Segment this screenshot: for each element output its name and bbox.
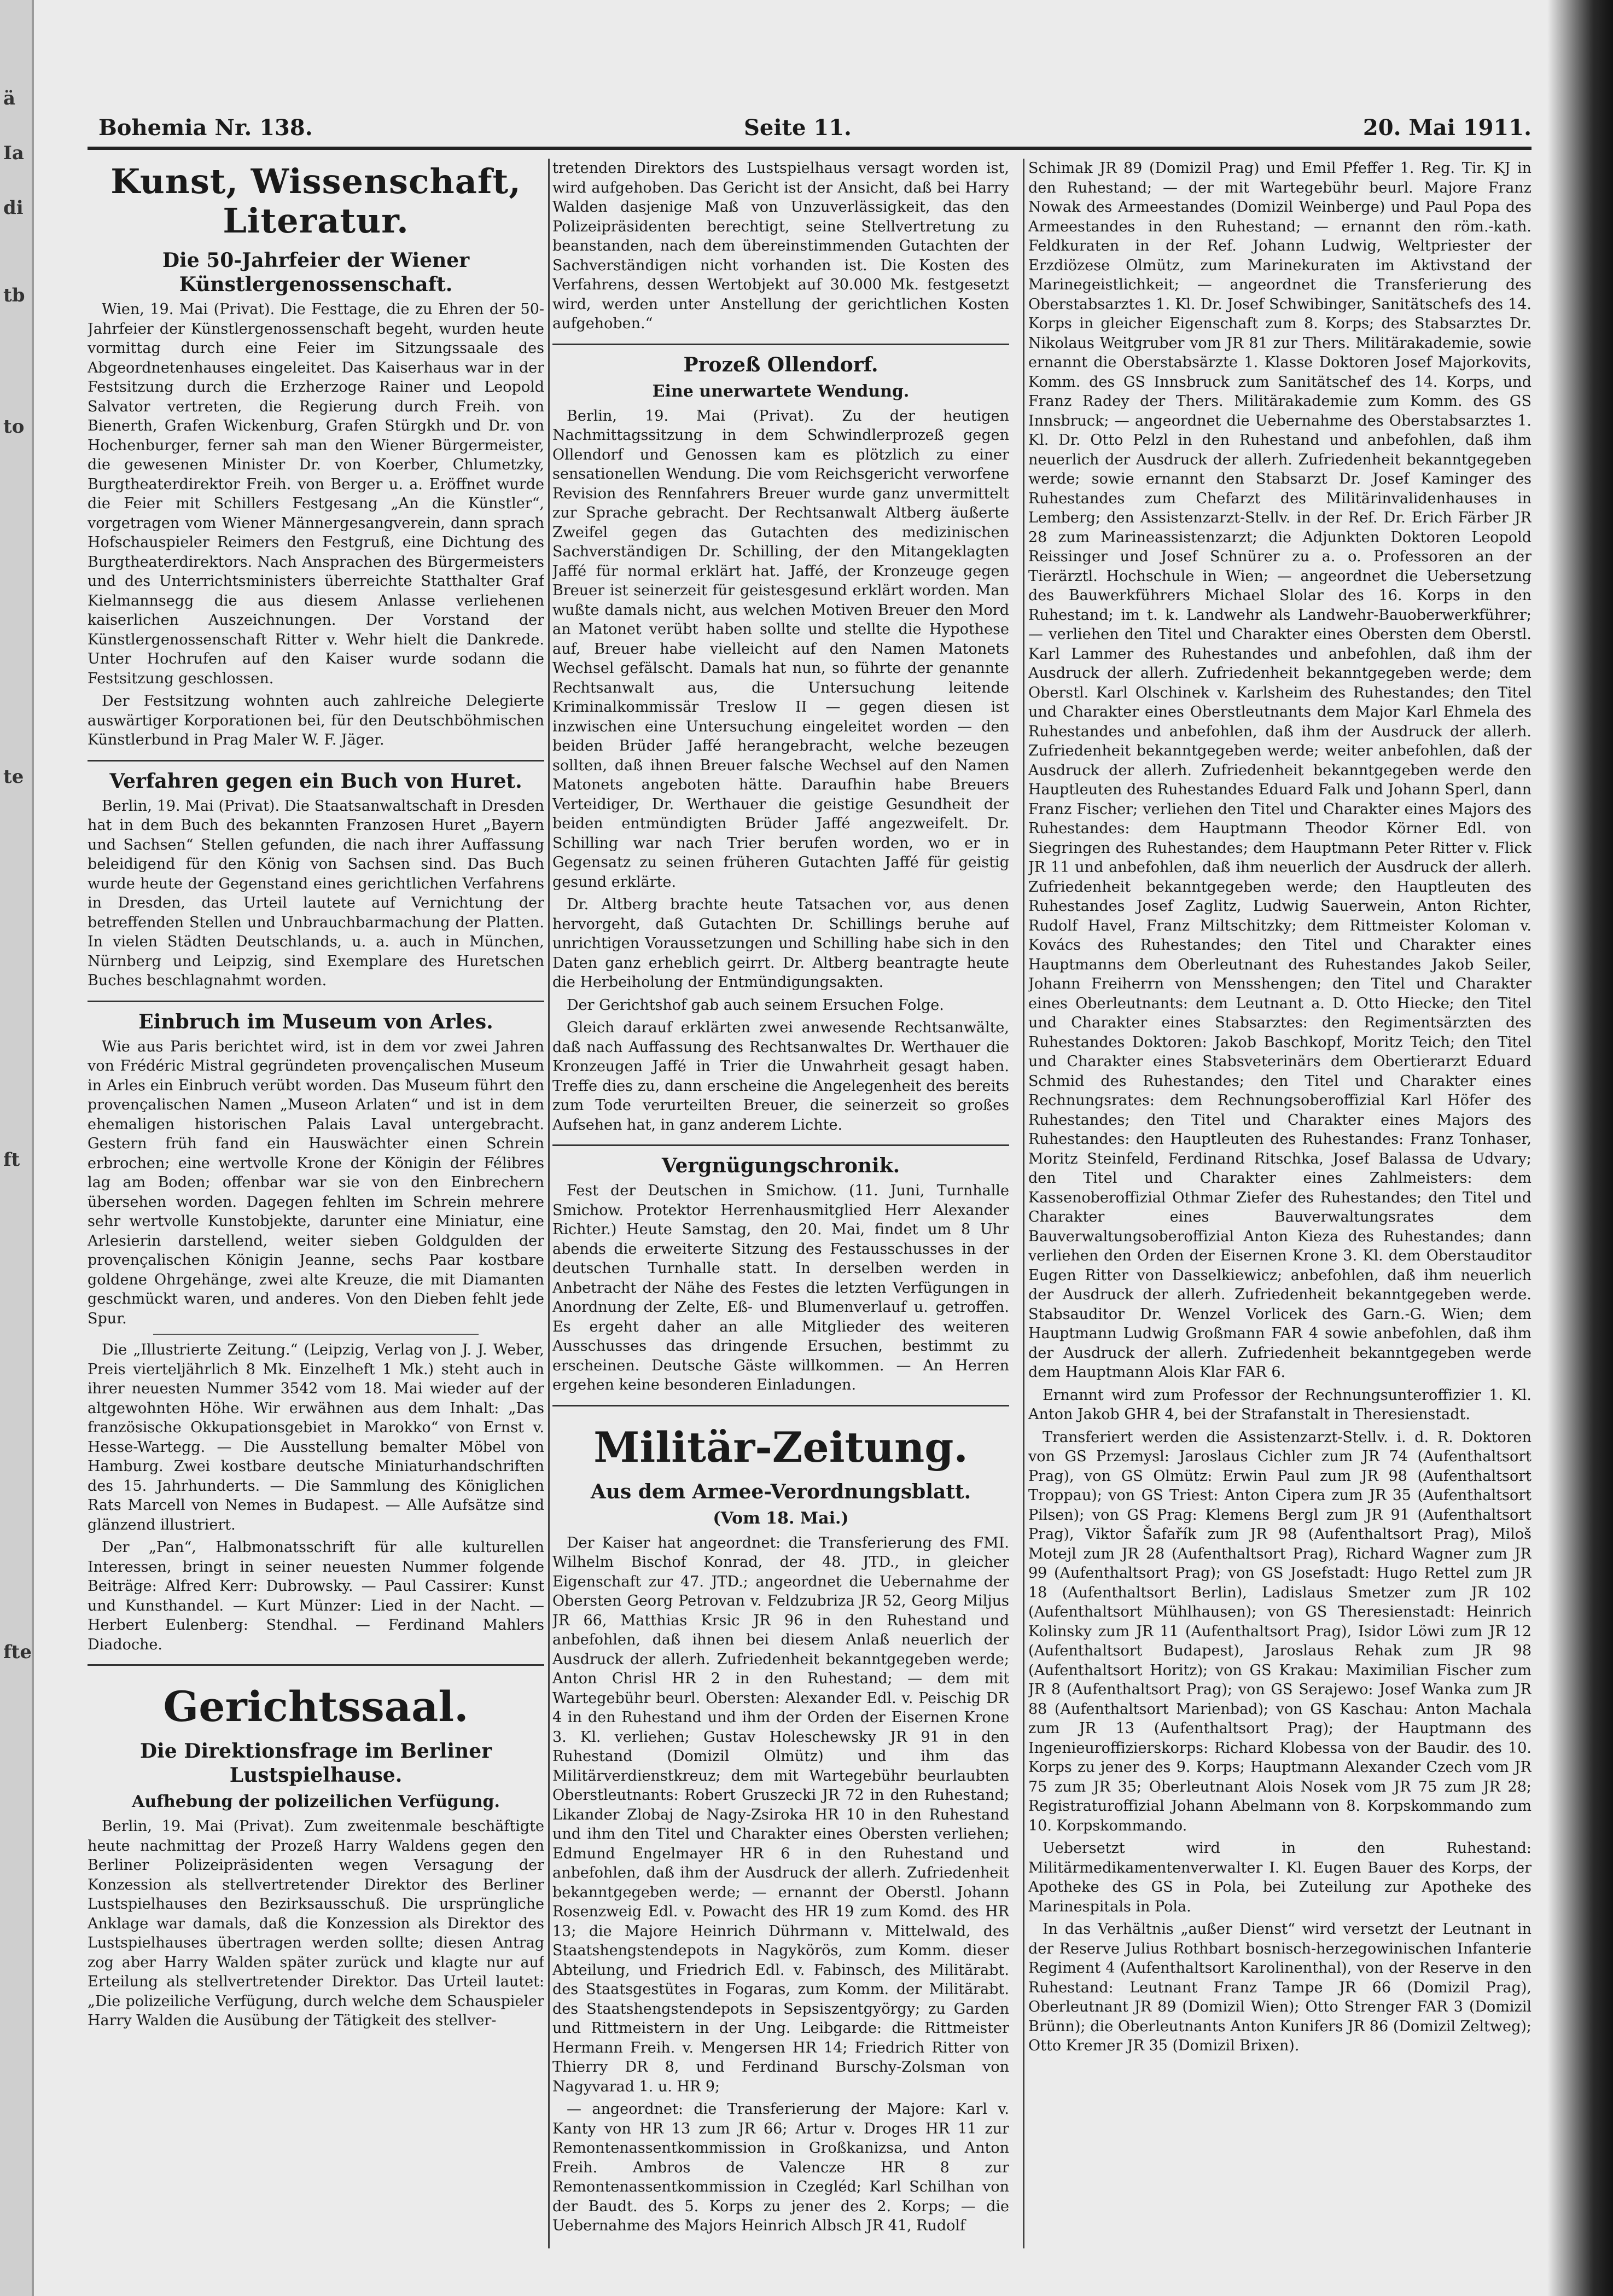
- article-subtitle: Eine unerwartete Wendung.: [652, 381, 910, 401]
- column-2: [552, 159, 1009, 2254]
- column-rule: [548, 159, 550, 2248]
- article-paragraph: Dr. Altberg brachte heute Tatsachen vor, aus denen hervorgeht, daß Gutachten Dr. Schillings beruhe auf unrichtigen Voraussetzungen und Schilling habe sich in den Daten ganz erheblich geirrt. Dr. Altberg beantragte heute die Herbeiholung der Entmündigungsakten.: [552, 896, 1009, 991]
- header-rule: [88, 147, 1532, 150]
- divider: [552, 1405, 1009, 1406]
- article-paragraph: Gleich darauf erklärten zwei anwesende Rechtsanwälte, daß nach Auffassung des Rechtsanwaltes Dr. Werthauer die Kronzeugen Jaffé in Trier die Unwahrheit gesagt haben. Treffe dies zu, dann erscheine die Angelegenheit des bereits zum Tode verurteilten Breuer, die seinerzeit so großes Aufsehen hat, in ganz anderem Lichte.: [552, 1019, 1009, 1134]
- page-number: Seite 11.: [744, 115, 852, 141]
- divider: [153, 1334, 479, 1335]
- article-title: Vergnügungschronik.: [661, 1154, 900, 1177]
- article-title: Die 50-Jahrfeier der Wiener Künstlergenossenschaft.: [162, 249, 470, 296]
- article-paragraph: Fest der Deutschen in Smichow. (11. Juni, Turnhalle Smichow. Protektor Herrenhausmitglied Herr Alexander Richter.) Heute Samstag, den 20. Mai, findet um 8 Uhr abends die erweiterte Sitzung des Festausschusses in der deutschen Turnhalle statt. In derselben werden in Anbetracht der Nähe des Festes die letzten Verfügungen in Anordnung der Zelte, Eß- und Blumenverlauf u. getroffen. Es ergeht daher an alle Mitglieder des weiteren Ausschusses das dringende Ersuchen, bestimmt zu erscheinen. Deutsche Gäste willkommen. — An Herren ergehen keine besonderen Einladungen.: [552, 1182, 1009, 1393]
- divider: [88, 760, 544, 762]
- article-paragraph: — angeordnet: die Transferierung der Majore: Karl v. Kanty von HR 13 zum JR 66; Artur v. Droges HR 11 zur Remontenassentkommission in Großkanizsa, und Anton Freih. Ambros de Valencze HR 8 zur Remontenassentkommission in Czegléd; Karl Schilhan von der Baudt. des 5. Korps zu jener des 2. Korps; — die Uebernahme des Majors Heinrich Albsch JR 41, Rudolf: [552, 2101, 1009, 2234]
- article-date: (Vom 18. Mai.): [713, 1508, 849, 1528]
- article-paragraph: Transferiert werden die Assistenzarzt-Stellv. i. d. R. Doktoren von GS Przemysl: Jaroslaus Cichler zum JR 74 (Aufenthaltsort Prag), von GS Olmütz: Erwin Paul zum JR 98 (Aufenthaltsort Troppau); von GS Triest: Anton Cipera zum JR 35 (Aufenthaltsort Pilsen); von GS Prag: Klemens Bergl zum JR 91 (Aufenthaltsort Prag), Viktor Šafařík zum JR 98 (Aufenthaltsort Prag), Miloš Motejl zum JR 28 (Aufenthaltsort Prag), Richard Wagner zum JR 99 (Aufenthaltsort Prag); von GS Josefstadt: Hugo Rettel zum JR 18 (Aufenthaltsort Berlin), Ladislaus Smetzer zum JR 102 (Aufenthaltsort Mühlhausen); von GS Theresienstadt: Heinrich Kolinsky zum JR 11 (Aufenthaltsort Prag), Isidor Löwi zum JR 12 (Aufenthaltsort Budapest), Jaroslaus Rehak zum JR 98 (Aufenthaltsort Horitz); von GS Krakau: Maximilian Fischer zum JR 8 (Aufenthaltsort Prag); von GS Serajewo: Josef Wanka zum JR 88 (Aufenthaltsort Marienbad); von GS Kaschau: Anton Machala zum JR 13 (Aufenthaltsort Prag); der Hauptmann des Ingenieuroffizierskorps: Richard Klobessa von der Baudir. des 10. Korps zu jener des 9. Korps; Hauptmann Alexander Czech vom JR 75 zum JR 35; Oberleutnant Alois Nosek vom JR 75 zum JR 28; Registraturoffizial Johann Abelmann von 8. Korpskommando zum 10. Korpskommando.: [1028, 1428, 1532, 1834]
- article-paragraph: Berlin, 19. Mai (Privat). Zu der heutigen Nachmittagssitzung in dem Schwindlerprozeß gegen Ollendorf und Genossen kam es plötzlich zu einer sensationellen Wendung. Die vom Reichsgericht verworfene Revision des Rennfahrers Breuer wurde ganz unvermittelt zur Sprache gebracht. Der Rechtsanwalt Altberg äußerte Zweifel gegen das Gutachten des medizinischen Sachverständigen Dr. Schilling, der den Mitangeklagten Jaffé für normal erklärt hat. Jaffé, der Kronzeuge gegen Breuer ist seinerzeit für geistesgesund erklärt worden. Man wußte damals nicht, aus welchen Motiven Breuer den Mord an Matonet verübt haben sollte und stellte die Hypothese auf, Breuer habe vielleicht auf den Namen Matonets Wechsel gefälscht. Damals hat nun, so führte der genannte Rechtsanwalt aus, die Untersuchung leitende Kriminalkommissär Treslow II — gegen diesen ist inzwischen eine Untersuchung eingeleitet worden — den beiden Brüder Jaffé herangebracht, welche bezeugen sollten, daß ihnen Breuer falsche Wechsel auf den Namen Matonets angeboten hätte. Daraufhin habe Breuers Verteidiger, Dr. Werthauer die geistige Gesundheit der beiden entmündigten Brüder Jaffé angezweifelt. Dr. Schilling war nach Trier berufen worden, wo er in Gegensatz zu seinen früheren Gutachten Jaffé für geistig gesund erklärte.: [552, 407, 1009, 891]
- divider: [88, 1664, 544, 1666]
- article-paragraph: Die „Illustrierte Zeitung.“ (Leipzig, Verlag von J. J. Weber, Preis vierteljährlich 8 Mk. Einzelheft 1 Mk.) steht auch in ihrer neuesten Nummer 3542 vom 18. Mai wieder auf der altgewohnten Höhe. Wir erwähnen aus dem Inhalt: „Das französische Okkupationsgebiet in Marokko“ von Ernst v. Hesse-Wartegg. — Die Ausstellung bemalter Möbel von Hamburg. Zwei kostbare deutsche Miniaturhandschriften des 15. Jahrhunderts. — Die Sammlung des Königlichen Rats Marcell von Nemes in Budapest. — Alle Aufsätze sind glänzend illustriert.: [88, 1341, 544, 1533]
- article-title: Prozeß Ollendorf.: [683, 353, 878, 376]
- strip-text: Ia: [3, 142, 24, 164]
- section-title-culture: Kunst, Wissenschaft, Literatur.: [110, 161, 521, 241]
- divider: [552, 1144, 1009, 1146]
- article-paragraph: Schimak JR 89 (Domizil Prag) und Emil Pfeffer 1. Reg. Tir. KJ in den Ruhestand; — der mit Wartegebühr beurl. Majore Franz Nowak des Armeestandes (Domizil Weinberge) und Paul Popa des Armeestandes in den Ruhestand; — ernannt den röm.-kath. Feldkuraten in der Ref. Johann Ludwig, Weltpriester der Erzdiözese Olmütz, zum Marinekuraten im Aktivstand der Marinegeistlichkeit; — angeordnet die Transferierung des Oberstabsarztes 1. Kl. Dr. Josef Schwibinger, Sanitätschefs des 14. Korps in gleicher Eigenschaft zum 8. Korps; des Stabsarztes Dr. Nikolaus Weitgruber vom JR 81 zur Thers. Militärakademie, sowie ernannt die Oberstabsärzte 1. Klasse Doktoren Josef Majorkovits, Komm. des GS Innsbruck zum Sanitätschef des 14. Korps, und Franz Radey der Thers. Militärakademie zum Komm. des GS Innsbruck; — angeordnet die Uebernahme des Oberstabsarztes 1. Kl. Dr. Otto Pelzl in den Ruhestand und anbefohlen, daß ihm neuerlich der Ausdruck der allerh. Zufriedenheit bekanntgegeben werde; sowie ernannt den Stabsarzt Dr. Josef Kaminger des Ruhestandes zum Chefarzt des Militärinvalidenhauses in Lemberg; den Assistenzarzt-Stellv. in der Ref. Dr. Erich Färber JR 28 zum Marineassistenzarzt; die Adjunkten Doktoren Leopold Reissinger und Josef Schnürer zu a. o. Professoren an der Tierärztl. Hochschule in Wien; — angeordnet die Uebersetzung des Bauwerkführers Michael Slolar des 16. Korps in den Ruhestand; im t. k. Landwehr als Landwehr-Bauoberwerkführer; — verliehen den Titel und Charakter eines Obersten dem Oberstl. Karl Lammer des Ruhestandes und anbefohlen, daß ihm der Ausdruck der allerh. Zufriedenheit bekanntgegeben werde; dem Oberstl. Karl Olschinek v. Karlsheim des Ruhestandes; den Titel und Charakter eines Oberstleutnants dem Major Karl Ehmela des Ruhestandes und anbefohlen, daß ihm der Ausdruck der allerh. Zufriedenheit bekanntgegeben werde; weiter anbefohlen, daß der Ausdruck der allerh. Zufriedenheit bekanntgegeben werde den Hauptleuten des Ruhestandes Eduard Falk und Johann Sperl, dann Franz Fischer; verliehen den Titel und Charakter eines Majors des Ruhestandes: dem Hauptmann Theodor Körner Edl. von Siegringen des Ruhestandes; dem Hauptmann Peter Ritter v. Flick JR 11 und anbefohlen, daß ihm neuerlich der Ausdruck der allerh. Zufriedenheit bekanntgegeben werde; den Hauptleuten des Ruhestandes Josef Zaglitz, Ludwig Sauerwein, Anton Richter, Rudolf Havel, Franz Miltschitzky; dem Rittmeister Koloman v. Kovács des Ruhestandes; den Titel und Charakter eines Hauptmanns dem Oberleutnant des Ruhestandes Jakob Seiler, Johann Freiherrn von Mensshengen; den Titel und Charakter eines Oberleutnants: dem Leutnant a. D. Otto Hiecke; den Titel und Charakter eines Stabsarztes: den Regimentsärzten des Ruhestandes Doktoren: Jakob Baschkopf, Moritz Teich; den Titel und Charakter eines Stabsveterinärs dem Obertierarzt Eduard Schmid des Ruhestandes; den Titel und Charakter eines Rechnungsrates: dem Rechnungsoberoffizial Karl Höfer des Ruhestandes; den Titel und Charakter eines Majors des Ruhestandes: den Hauptleuten des Ruhestandes: Franz Tonhaser, Moritz Steinfeld, Ferdinand Ritschka, Josef Balassa de Udvary; den Titel und Charakter eines Zahlmeisters: dem Kassenoberoffizial Othmar Ziefer des Ruhestandes; den Titel und Charakter eines Bauverwaltungsrates dem Bauverwaltungsoberoffizial Anton Kieza des Ruhestandes; dann verliehen den Orden der Eisernen Krone 3. Kl. dem Oberstauditor Eugen Ritter von Dasselkiewicz; anbefohlen, daß ihm neuerlich der Ausdruck der allerh. Zufriedenheit bekanntgegeben werde. Stabsauditor Dr. Wenzel Vorlicek des Garn.-G. Wien; dem Hauptmann Ludwig Großmann FAR 4 sowie anbefohlen, daß ihm der Ausdruck der allerh. Zufriedenheit bekanntgegeben werde dem Hauptmann Alois Klar FAR 6.: [1028, 160, 1532, 1381]
- section-title-court: Gerichtssaal.: [163, 1682, 469, 1731]
- article-paragraph: Berlin, 19. Mai (Privat). Zum zweitenmale beschäftigte heute nachmittag der Prozeß Harry Waldens gegen den Berliner Polizeipräsidenten wegen Versagung der Konzession als stellvertretender Direktor des Berliner Lustspielhauses den Bezirksausschuß. Die ursprüngliche Anklage war damals, daß die Konzession als Direktor des Lustspielhauses übertragen werden sollte; diesen Antrag zog aber Harry Walden später zurück und klagte nur auf Erteilung als stellvertretender Direktor. Das Urteil lautet: „Die polizeiliche Verfügung, durch welche dem Schauspieler Harry Walden die Ausübung der Tätigkeit des stellver-: [88, 1818, 544, 2029]
- article-title: Verfahren gegen ein Buch von Huret.: [109, 769, 522, 793]
- article-paragraph: Berlin, 19. Mai (Privat). Die Staatsanwaltschaft in Dresden hat in dem Buch des bekannten Franzosen Huret „Bayern und Sachsen“ Stellen gefunden, die nach ihrer Auffassung beleidigend für den König von Sachsen sind. Das Buch wurde heute der Gegenstand eines gerichtlichen Verfahrens in Dresden, das Urteil lautete auf Vernichtung der betreffenden Stellen und Unbrauchbarmachung der Platten. In vielen Städten Deutschlands, u. a. auch in München, Nürnberg und Leipzig, sind Exemplare des Huretschen Buches beschlagnahmt worden.: [88, 797, 544, 989]
- adjacent-page-strip: [0, 0, 34, 2296]
- strip-text: to: [3, 416, 25, 438]
- strip-text: fte: [3, 1641, 32, 1663]
- issue-date: 20. Mai 1911.: [1362, 115, 1532, 141]
- column-3: [1028, 159, 1532, 2254]
- strip-text: te: [3, 766, 24, 788]
- divider: [552, 344, 1009, 345]
- article-paragraph: Der Festsitzung wohnten auch zahlreiche Delegierte auswärtiger Korporationen bei, für den Deutschböhmischen Künstlerbund in Prag Maler W. F. Jäger.: [88, 693, 544, 748]
- article-subtitle: Aufhebung der polizeilichen Verfügung.: [132, 1792, 500, 1811]
- scan-edge: [1547, 0, 1613, 2296]
- newspaper-page: [88, 82, 1532, 2248]
- article-paragraph: In das Verhältnis „außer Dienst“ wird versetzt der Leutnant in der Reserve Julius Rothbart bosnisch-herzegowinischen Infanterie Regiment 4 (Aufenthaltsort Karolinenthal), von der Reserve in den Ruhestand: Leutnant Franz Tampe JR 66 (Domizil Prag), Oberleutnant JR 89 (Domizil Wien); Otto Strenger FAR 3 (Domizil Brünn); die Oberleutnants Anton Kunifers JR 86 (Domizil Zeltweg); Otto Kremer JR 35 (Domizil Brixen).: [1028, 1921, 1532, 2054]
- article-paragraph: Uebersetzt wird in den Ruhestand: Militärmedikamentenverwalter I. Kl. Eugen Bauer des Korps, der Apotheke des GS in Pola, bei Zuteilung zur Apotheke des Marinespitals in Pola.: [1028, 1840, 1532, 1915]
- column-1: [88, 159, 544, 2254]
- article-paragraph: Wien, 19. Mai (Privat). Die Festtage, die zu Ehren der 50-Jahrfeier der Künstlergenossenschaft begeht, wurden heute vormittag durch eine Feier im Sitzungssaale des Abgeordnetenhauses eingeleitet. Das Kaiserhaus war in der Festsitzung durch die Erzherzoge Rainer und Leopold Salvator vertreten, die Regierung durch Freih. von Bienerth, Grafen Wickenburg, Grafen Stürgkh und Dr. von Hochenburger, ferner sah man den Wiener Bürgermeister, die gewesenen Minister Dr. von Koerber, Chlumetzky, Burgtheaterdirektor Freih. von Berger u. a. Eröffnet wurde die Feier mit Schillers Festgesang „An die Künstler“, vorgetragen vom Wiener Männergesangverein, dann sprach Hofschauspieler Reimers den Festgruß, eine Dichtung des Burgtheaterdirektors. Nach Ansprachen des Bürgermeisters und des Unterrichtsministers überreichte Statthalter Graf Kielmannsegg die aus diesem Anlasse verliehenen kaiserlichen Auszeichnungen. Der Vorstand der Künstlergenossenschaft Ritter v. Wehr hielt die Dankrede. Unter Hochrufen auf den Kaiser wurde sodann die Festsitzung geschlossen.: [88, 301, 544, 687]
- strip-text: di: [3, 197, 24, 219]
- article-paragraph: Der Kaiser hat angeordnet: die Transferierung des FMI. Wilhelm Bischof Konrad, der 48. JTD., in gleicher Eigenschaft zur 47. JTD.; angeordnet die Uebernahme der Obersten Georg Petrovan v. Feldzubriza JR 52, Georg Miljus JR 66, Matthias Krsic JR 96 in den Ruhestand und anbefohlen, daß ihnen bei diesem Anlaß neuerlich der Ausdruck der allerh. Zufriedenheit bekanntgegeben werde; Anton Chrisl HR 2 in den Ruhestand; — dem mit Wartegebühr beurl. Obersten: Alexander Edl. v. Peischig DR 4 in den Ruhestand und ihm der Orden der Eisernen Krone 3. Kl. verliehen; Gustav Holeschewsky JR 91 in den Ruhestand (Domizil Olmütz) und ihm das Militärverdienstkreuz; dem mit Wartegebühr beurlaubten Oberstleutnants: Robert Gruszecki JR 72 in den Ruhestand; Likander Zlobaj de Nagy-Zsiroka HR 10 in den Ruhestand und ihm den Titel und Charakter eines Obersten verliehen; Edmund Engelmayer HR 6 in den Ruhestand und anbefohlen, daß ihm der Ausdruck der allerh. Zufriedenheit bekanntgegeben werde; — ernannt der Oberstl. Johann Rosenzweig Edl. v. Powacht des HR 19 zum Komd. des HR 13; die Majore Heinrich Dührmann v. Mittelwald, des Staatshengstendepots in Nagykörös, zum Komm. dieser Abteilung, und Friedrich Edl. v. Fabinsch, des Militärabt. des Staatsgestütes in Fogaras, zum Komm. der Militärabt. des Staatshengstendepots in Sepsiszentgyörgy; zu Garden und Rittmeistern in der Ung. Leibgarde: die Rittmeister Hermann Freih. v. Mengersen HR 14; Friedrich Ritter von Thierry DR 8, und Ferdinand Burschy-Zolsman von Nagyvarad 1. u. HR 9;: [552, 1534, 1009, 2095]
- article-paragraph: Der Gerichtshof gab auch seinem Ersuchen Folge.: [567, 996, 944, 1014]
- article-paragraph: Ernannt wird zum Professor der Rechnungsunteroffizier 1. Kl. Anton Jakob GHR 4, bei der Strafanstalt in Theresienstadt.: [1028, 1386, 1532, 1423]
- strip-text: tb: [3, 284, 25, 306]
- article-title: Aus dem Armee-Verordnungsblatt.: [590, 1480, 971, 1503]
- divider: [88, 1001, 544, 1002]
- column-rule: [1023, 159, 1024, 2248]
- section-title-military: Militär-Zeitung.: [593, 1422, 968, 1472]
- article-paragraph: tretenden Direktors des Lustspielhaus versagt worden ist, wird aufgehoben. Das Gericht ist der Ansicht, daß bei Harry Walden dasjenige Maß von Unzuverlässigkeit, das den Polizeipräsidenten berechtigt, seine Stellvertretung zu beanstanden, nach dem übereinstimmenden Gutachten der Sachverständigen nicht vorhanden ist. Die Kosten des Verfahrens, dessen Wertobjekt auf 30.000 Mk. festgesetzt wird, werden unter Anstellung der gerichtlichen Kosten aufgehoben.“: [552, 160, 1009, 332]
- article-title: Die Direktionsfrage im Berliner Lustspielhause.: [139, 1740, 492, 1787]
- strip-text: ft: [3, 1149, 20, 1171]
- issue-number: Bohemia Nr. 138.: [98, 115, 313, 141]
- strip-text: ä: [3, 88, 16, 109]
- article-paragraph: Wie aus Paris berichtet wird, ist in dem vor zwei Jahren von Frédéric Mistral gegründeten provençalischen Museum in Arles ein Einbruch verübt worden. Das Museum führt den provençalischen Namen „Museon Arlaten“ und ist in dem ehemaligen historischen Palais Laval untergebracht. Gestern früh fand ein Hauswächter einen Schrein erbrochen; eine wertvolle Krone der Königin der Félibres lag am Boden; offenbar war sie von den Einbrechern übersehen worden. Dagegen fehlten im Schrein mehrere sehr wertvolle Kunstobjekte, darunter eine Miniatur, eine Arlesierin darstellend, weiter sieben Goldgulden der provençalischen Königin Jeanne, sechs Paar kostbare goldene Ohrgehänge, zwei alte Kreuze, die mit Diamanten geschmückt waren, und anderes. Von den Dieben fehlt jede Spur.: [88, 1038, 544, 1327]
- article-paragraph: Der „Pan“, Halbmonatsschrift für alle kulturellen Interessen, bringt in seiner neuesten Nummer folgende Beiträge: Alfred Kerr: Dubrowsky. — Paul Cassirer: Kunst und Kunsthandel. — Kurt Münzer: Lied in der Nacht. — Herbert Eulenberg: Stendhal. — Ferdinand Mahlers Diadoche.: [88, 1539, 544, 1653]
- article-title: Einbruch im Museum von Arles.: [138, 1010, 493, 1033]
